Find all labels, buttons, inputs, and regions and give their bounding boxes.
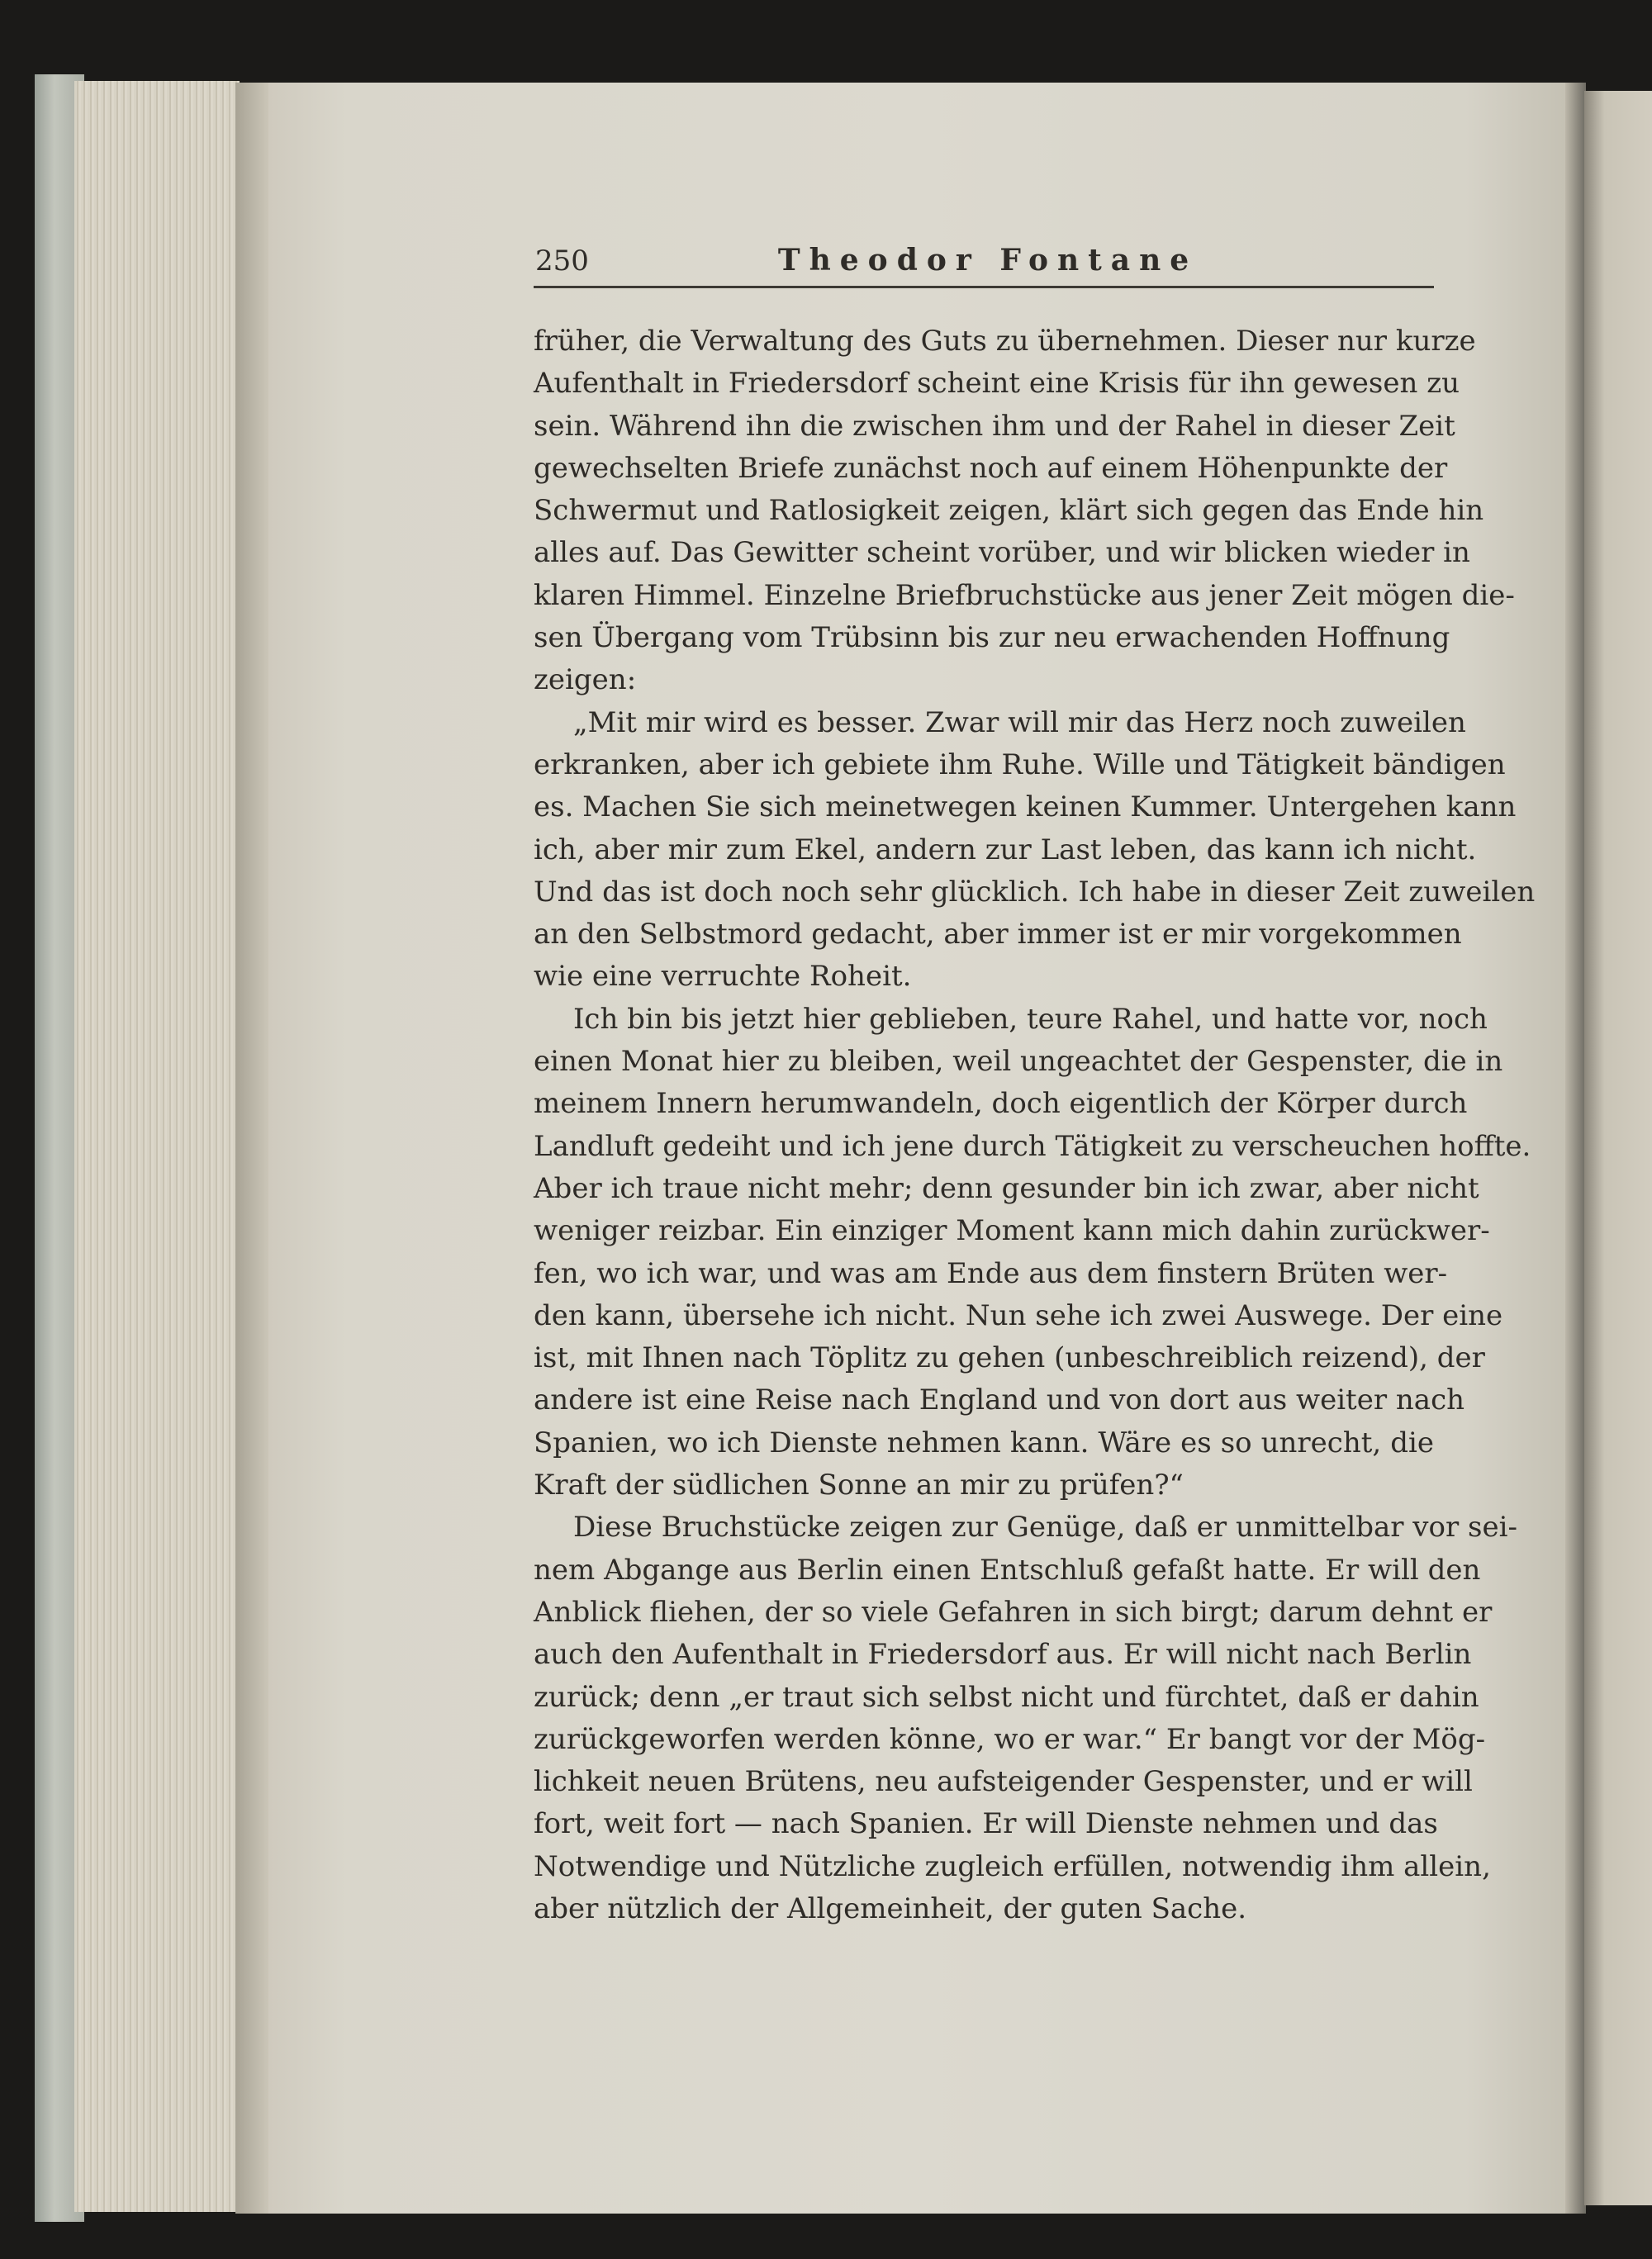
text-line: meinem Innern herumwandeln, doch eigentlich der Körper durch [534, 1087, 1468, 1121]
text-line: zurück; denn „er traut sich selbst nicht und fürchtet, daß er dahin [534, 1680, 1479, 1714]
text-line: früher, die Verwaltung des Guts zu übernehmen. Dieser nur kurze [534, 325, 1476, 358]
text-line: gewechselten Briefe zunächst noch auf einem Höhenpunkte der [534, 451, 1448, 485]
text-line: Schwermut und Ratlosigkeit zeigen, klärt sich gegen das Ende hin [534, 494, 1484, 528]
text-line: fen, wo ich war, und was am Ende aus dem finstern Brüten wer- [534, 1256, 1448, 1290]
text-line: lichkeit neuen Brütens, neu aufsteigender Gespenster, und er will [534, 1765, 1473, 1799]
text-line: an den Selbstmord gedacht, aber immer ist er mir vorgekommen [534, 918, 1462, 952]
text-line: den kann, übersehe ich nicht. Nun sehe ich zwei Auswege. Der eine [534, 1298, 1503, 1332]
text-line: klaren Himmel. Einzelne Briefbruchstücke aus jener Zeit mögen die- [534, 578, 1515, 612]
text-line: sein. Während ihn die zwischen ihm und der Rahel in dieser Zeit [534, 409, 1455, 443]
text-line: Und das ist doch noch sehr glücklich. Ich habe in dieser Zeit zuweilen [534, 875, 1536, 909]
body-text [534, 320, 1536, 1930]
page-shadow [235, 83, 273, 2214]
text-line: nem Abgange aus Berlin einen Entschluß gefaßt hatte. Er will den [534, 1553, 1481, 1587]
text-line: auch den Aufenthalt in Friedersdorf aus. Er will nicht nach Berlin [534, 1638, 1472, 1672]
text-line: weniger reizbar. Ein einziger Moment kann mich dahin zurückwer- [534, 1214, 1490, 1248]
text-line: andere ist eine Reise nach England und von dort aus weiter nach [534, 1383, 1465, 1417]
text-line: ich, aber mir zum Ekel, andern zur Last leben, das kann ich nicht. [534, 833, 1477, 866]
text-line: Landluft gedeiht und ich jene durch Tätigkeit zu verscheuchen hoffte. [534, 1129, 1531, 1163]
text-line: fort, weit fort — nach Spanien. Er will Dienste nehmen und das [534, 1807, 1438, 1841]
text-line: alles auf. Das Gewitter scheint vorüber, und wir blicken wieder in [534, 536, 1470, 570]
text-line: Notwendige und Nützliche zugleich erfüllen, notwendig ihm allein, [534, 1849, 1491, 1883]
text-line: erkranken, aber ich gebiete ihm Ruhe. Wille und Tätigkeit bändigen [534, 747, 1506, 781]
text-line: ist, mit Ihnen nach Töplitz zu gehen (unbeschreiblich reizend), der [534, 1341, 1485, 1375]
next-page-edge [1584, 91, 1652, 2205]
text-line: Anblick fliehen, der so viele Gefahren in sich birgt; darum dehnt er [534, 1595, 1493, 1629]
running-head: Theodor Fontane [777, 243, 1199, 278]
text-line: zeigen: [534, 663, 637, 697]
text-line: Kraft der südlichen Sonne an mir zu prüfen?“ [534, 1469, 1184, 1502]
text-line: Aber ich traue nicht mehr; denn gesunder bin ich zwar, aber nicht [534, 1171, 1479, 1205]
spine-gutter [1565, 83, 1586, 2214]
page-header [534, 244, 1434, 288]
text-line: wie eine verruchte Roheit. [534, 960, 912, 994]
text-line: Spanien, wo ich Dienste nehmen kann. Wäre es so unrecht, die [534, 1426, 1434, 1459]
page-number: 250 [535, 244, 589, 278]
text-line: es. Machen Sie sich meinetwegen keinen Kummer. Untergehen kann [534, 790, 1517, 824]
text-line: zurückgeworfen werden könne, wo er war.“ Er bangt vor der Mög- [534, 1722, 1486, 1756]
text-line: „Mit mir wird es besser. Zwar will mir das Herz noch zuweilen [573, 705, 1466, 739]
text-line: Aufenthalt in Friedersdorf scheint eine Krisis für ihn gewesen zu [534, 367, 1460, 401]
text-line: aber nützlich der Allgemeinheit, der guten Sache. [534, 1891, 1247, 1925]
text-line: Ich bin bis jetzt hier geblieben, teure Rahel, und hatte vor, noch [573, 1002, 1488, 1036]
page-edges [74, 81, 240, 2212]
text-line: sen Übergang vom Trübsinn bis zur neu erwachenden Hoffnung [534, 621, 1450, 655]
text-line: Diese Bruchstücke zeigen zur Genüge, daß er unmittelbar vor sei- [573, 1511, 1517, 1545]
text-line: einen Monat hier zu bleiben, weil ungeachtet der Gespenster, die in [534, 1045, 1503, 1079]
